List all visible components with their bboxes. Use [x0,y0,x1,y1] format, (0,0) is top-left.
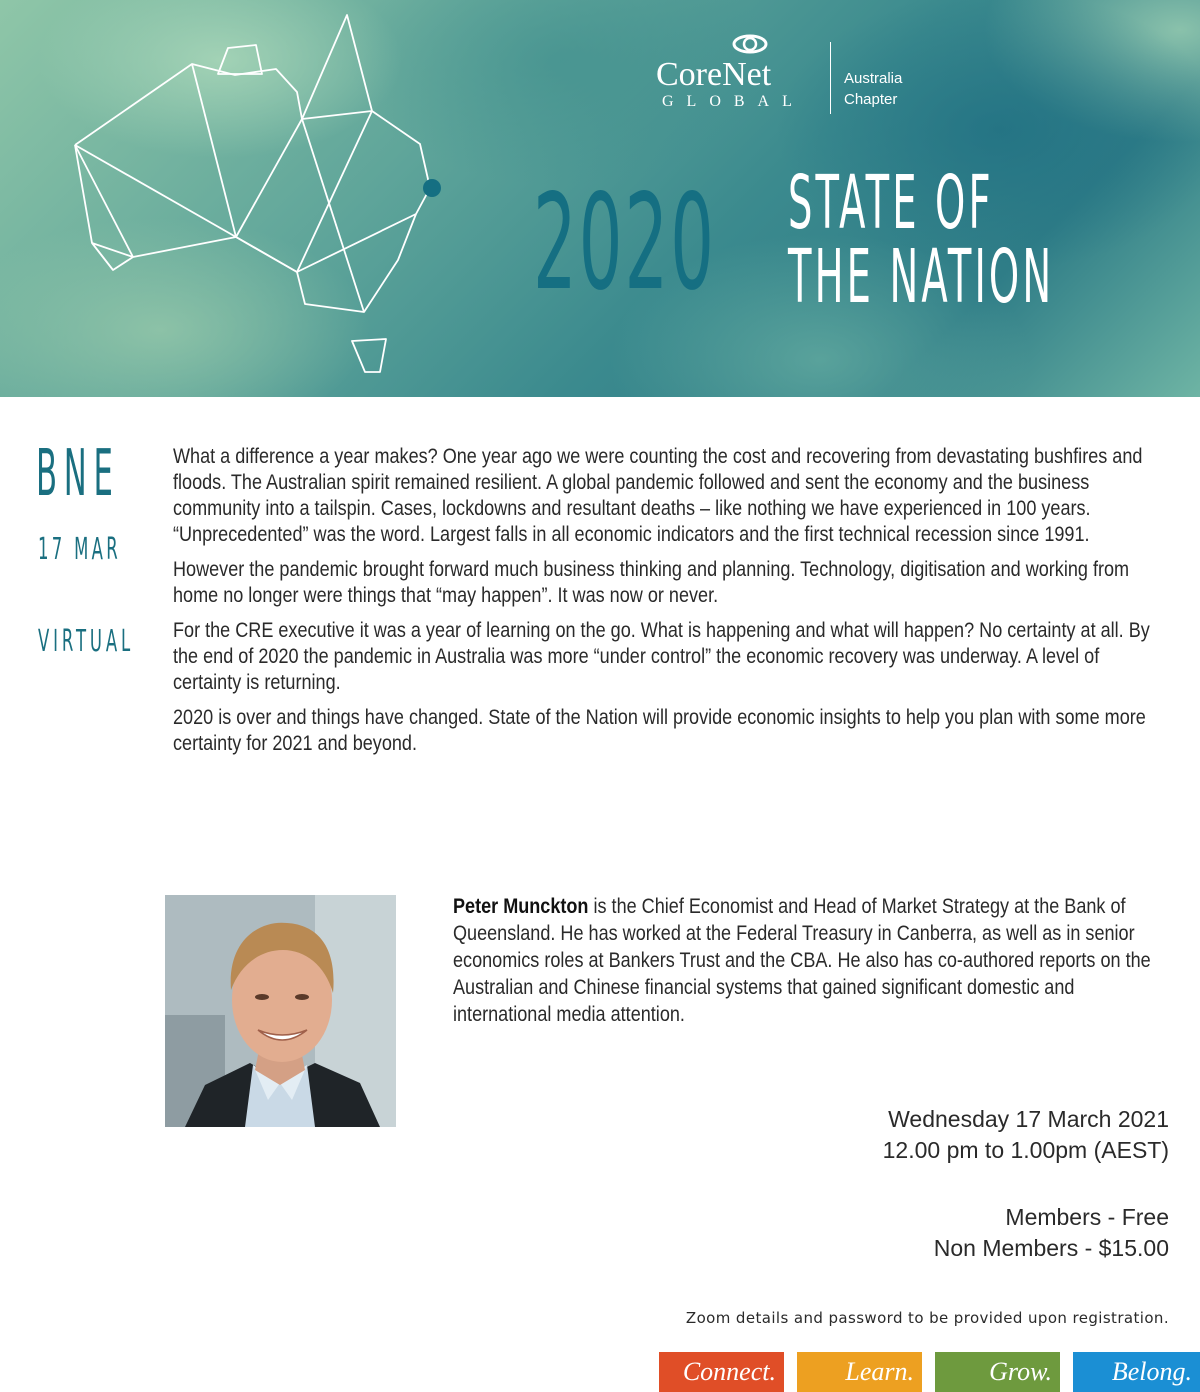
logo-wordmark: CoreNet [656,56,772,93]
tagline-learn: Learn. [797,1352,922,1392]
speaker-portrait-icon [165,895,396,1127]
tagline-belong: Belong. [1073,1352,1200,1392]
speaker-bio-text: is the Chief Economist and Head of Market Strategy at the Bank of Queensland. He has worked at the Federal Treasury in Canberra, as well as in senior economics roles at Bankers Trust and the CBA. He also has co-authored reports on the Australian and Chinese financial systems that gained significant domestic and international media attention. [453,895,1151,1026]
header-banner [0,0,1200,397]
speaker-photo [165,895,396,1127]
tagline-connect: Connect. [659,1352,784,1392]
price-non-members: Non Members - $15.00 [933,1235,1169,1261]
intro-paragraph: What a difference a year makes? One year ago we were counting the cost and recovering from devastating bushfires and floods. The Australian spirit remained resilient. A global pandemic followed and sent the economy and the business community into a tailspin. Cases, lockdowns and resultant deaths – like nothing we have experienced in 100 years. “Unprecedented” was the word. Largest falls in all economic indicators and the first technical recession since 1991. [173,445,1143,546]
corenet-rings-icon [732,34,768,54]
event-details [883,1104,1169,1264]
event-title [788,160,1055,320]
event-title-line1: STATE OF [788,160,994,246]
location-format: VIRTUAL [38,624,135,659]
logo-chapter-label: Chapter [844,91,898,108]
speaker-name: Peter Munckton [453,895,589,918]
location-date: 17 MAR [38,532,122,567]
logo-divider [830,42,831,114]
logo-chapter-country: Australia [844,70,903,87]
event-date: Wednesday 17 March 2021 [888,1106,1169,1132]
corenet-logo [652,34,922,114]
brisbane-marker-icon [423,179,441,197]
event-title-line2: THE NATION [788,234,1055,320]
event-time: 12.00 pm to 1.00pm (AEST) [882,1137,1169,1163]
logo-chapter [844,68,902,110]
australia-map-icon [0,0,480,397]
location-city: BNE [36,437,120,511]
price-members: Members - Free [1005,1204,1169,1230]
event-year: 2020 [533,166,717,320]
intro-paragraph: For the CRE executive it was a year of learning on the go. What is happening and what will happen? No certainty at all. By the end of 2020 the pandemic in Australia was more “under control” the economic recovery was underway. A level of certainty is returning. [173,619,1150,694]
intro-paragraph: 2020 is over and things have changed. State of the Nation will provide economic insights to help you plan with some more certainty for 2021 and beyond. [173,706,1146,755]
registration-note: Zoom details and password to be provided upon registration. [685,1309,1169,1327]
tagline-grow: Grow. [935,1352,1060,1392]
speaker-bio [453,893,1158,1028]
intro-paragraph: However the pandemic brought forward much business thinking and planning. Technology, digitisation and working from home no longer were things that “may happen”. It was now or never. [173,558,1130,607]
logo-subword: GLOBAL [662,93,805,110]
intro-text [173,444,1173,766]
details-spacer [883,1166,1169,1202]
